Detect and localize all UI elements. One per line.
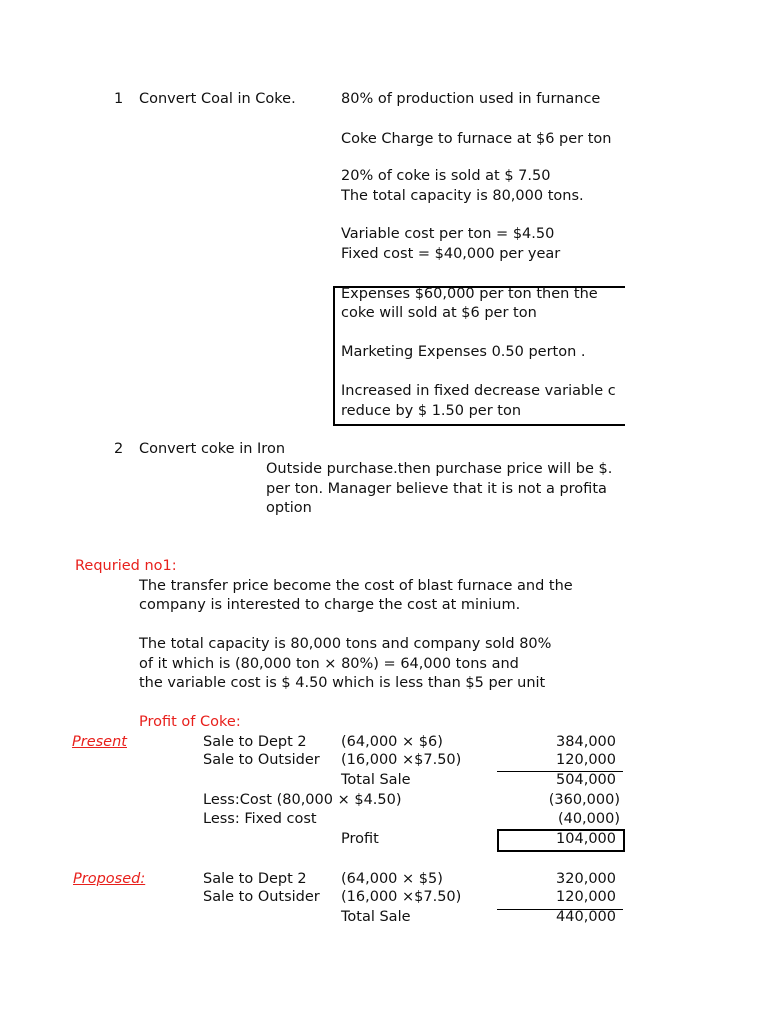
row-amount: 104,000 [556,831,616,847]
present-label: Present [72,734,127,750]
row-amount: (40,000) [557,811,620,827]
required-para-line: of it which is (80,000 ton × 80%) = 64,000 tons and [139,656,519,672]
section1-number: 1 [114,91,124,107]
required-heading: Requried no1: [75,558,177,574]
proposed-label: Proposed: [73,871,146,887]
row-calc: (16,000 ×$7.50) [341,752,462,768]
boxed-note-line: Increased in fixed decrease variable c [341,383,616,399]
section2-number: 2 [114,441,124,457]
note-line: Coke Charge to furnace at $6 per ton [341,131,612,147]
row-amount: 120,000 [556,889,616,905]
row-amount: 320,000 [556,871,616,887]
row-item: Sale to Outsider [203,889,320,905]
section1-title: Convert Coal in Coke. [139,91,296,107]
required-para-line: the variable cost is $ 4.50 which is less than $5 per unit [139,675,546,691]
row-calc: Total Sale [341,909,411,925]
row-amount: 504,000 [556,772,616,788]
boxed-note-line: reduce by $ 1.50 per ton [341,403,522,419]
section2-line: per ton. Manager believe that it is not a profita [266,481,607,497]
row-amount: 440,000 [556,909,616,925]
row-calc: (64,000 × $5) [341,871,443,887]
section2-line: Outside purchase.then purchase price will be $. [266,461,613,477]
profit-heading: Profit of Coke: [139,714,241,730]
boxed-note-line: Marketing Expenses 0.50 perton . [341,344,586,360]
required-para-line: The transfer price become the cost of blast furnace and the [139,578,573,594]
row-amount: 384,000 [556,734,616,750]
row-calc: Profit [341,831,379,847]
note-line: 20% of coke is sold at $ 7.50 [341,168,551,184]
section2-title: Convert coke in Iron [139,441,286,457]
row-calc: (16,000 ×$7.50) [341,889,462,905]
row-item: Sale to Dept 2 [203,871,307,887]
note-line: 80% of production used in furnance [341,91,601,107]
row-calc: Total Sale [341,772,411,788]
note-line: Fixed cost = $40,000 per year [341,246,561,262]
row-item: Sale to Outsider [203,752,320,768]
row-item: Less:Cost (80,000 × $4.50) [203,792,402,808]
boxed-note-line: Expenses $60,000 per ton then the [341,286,598,302]
note-line: The total capacity is 80,000 tons. [341,188,584,204]
boxed-note-line: coke will sold at $6 per ton [341,305,537,321]
row-amount: (360,000) [548,792,620,808]
row-amount: 120,000 [556,752,616,768]
row-item: Sale to Dept 2 [203,734,307,750]
required-para-line: The total capacity is 80,000 tons and company sold 80% [139,636,552,652]
note-line: Variable cost per ton = $4.50 [341,226,555,242]
row-calc: (64,000 × $6) [341,734,443,750]
row-item: Less: Fixed cost [203,811,317,827]
section2-line: option [266,500,312,516]
required-para-line: company is interested to charge the cost at minium. [139,597,521,613]
